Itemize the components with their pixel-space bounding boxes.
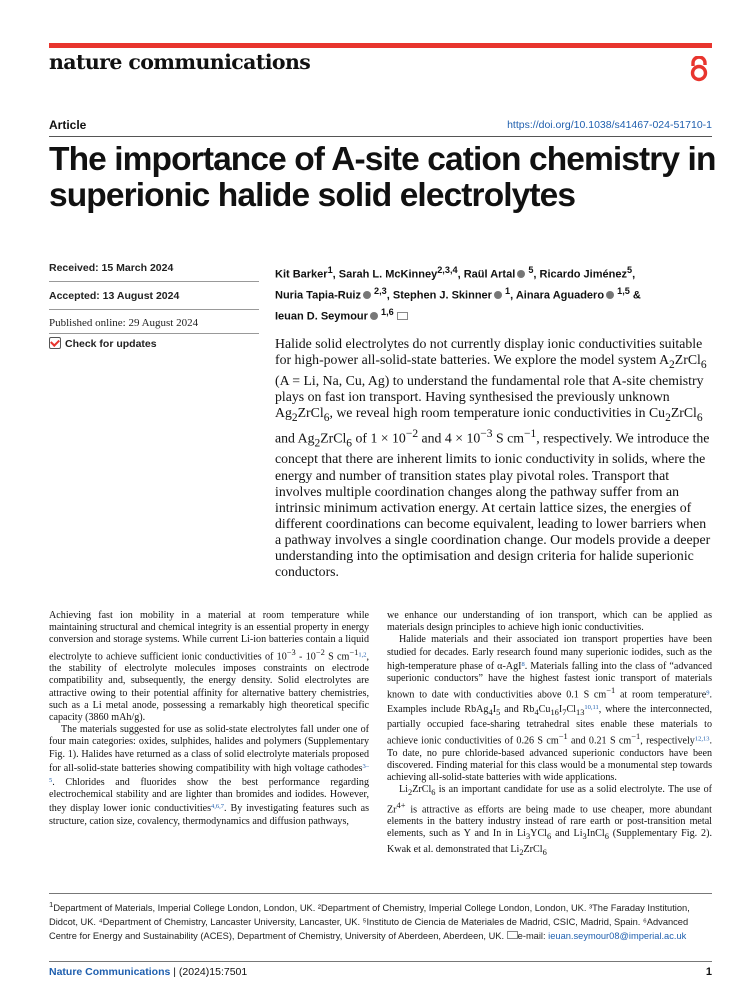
paragraph: Halide materials and their associated ion transport properties have been studied for decades. Early research found many superionic iodides, such as the high-temperature phase of α-AgI$^8$. Materials falling into the class of “advanced superionic conductors” have the highest fastest ionic transport of materials known to date with conductivities above 0.1 S $cm^{-1}$ at room temperature$^9$. Examples include $RbAg_4I_5$ and $Rb_4Cu_{16}I_7Cl_{13}^{10,11}$, where the interconnected, partially occupied face-sharing tetrahedral sites enable these materials to achieve ionic conductivities of 0.26 S $cm^{-1}$ and 0.21 S $cm^{-1}$, respectively$^{12,13}$. To date, no pure chloride-based advanced superionic conductors have been discovered. Finding material for this class would be a monumental step towards achieving all-solid-state batteries with wide applications. [387,634,712,784]
check-updates-icon [49,337,61,349]
email-envelope-icon[interactable] [397,312,408,320]
orcid-icon[interactable] [370,312,378,320]
author-name[interactable]: Ainara Aguadero [515,289,605,302]
author-affil: 2,3,4 [437,265,458,275]
page-number: 1 [705,966,712,978]
body-column-right [387,610,712,859]
open-access-icon [688,56,710,82]
author-name[interactable]: Nuria Tapia-Ruiz [275,289,361,302]
footer-journal-link[interactable]: Nature Communications [49,966,171,978]
date-divider [49,309,259,310]
journal-accent-bar [49,43,712,48]
paragraph: The materials suggested for use as solid-state electrolytes fall under one of four main categories: oxides, sulphides, halides and polymers (Supplementary Fig. 1). Halides have returned as a class of solid electrolyte materials proposed for all-solid-state batteries showing compatibility with high voltage cathodes$^{3-5}$. Chlorides and fluorides show the best performance regarding electrochemical stability and are lighter than bromides and iodides. However, they display lower ionic conductivities$^{4,6,7}$. By investigating features such as structure, cation size, covalency, thermodynamics and diffusion pathways, [49,724,369,827]
date-divider [49,281,259,282]
author-name[interactable]: Raül Artal [463,268,516,281]
published-date: Published online: 29 August 2024 [49,317,199,329]
footer-divider [49,961,712,962]
orcid-icon[interactable] [494,291,502,299]
footnote-divider [49,893,712,894]
orcid-icon[interactable] [517,270,525,278]
author-affil: 1,5 [617,286,630,297]
date-divider [49,333,259,334]
paragraph: $Li_2ZrCl_6$ is an important candidate for use as a solid electrolyte. The use of $Zr^{4+}$ is attractive as efforts are being made to use cheaper, more abundant elements in the battery industry instead of rare earth or post-transition metal elements, such as Y and In in $Li_3YCl_6$ and $Li_3InCl_6$ (Supplementary Fig. 2). Kwak et al. demonstrated that $Li_2ZrCl_6$ [387,784,712,857]
author-affil: 5 [528,265,534,275]
article-type: Article [49,118,87,132]
journal-name: nature communications [49,50,311,74]
doi-link[interactable]: https://doi.org/10.1038/s41467-024-51710-1 [507,119,712,131]
author-name[interactable]: Ricardo Jiménez [539,268,627,281]
author-affil: 2,3 [374,286,387,297]
author-name[interactable]: Kit Barker [275,268,328,281]
author-list: Kit Barker$^1$, Sarah L. McKinney$^{2,3,4}$, Raül Artal $^5$, Ricardo Jiménez$^5$, Nuria Tapia-Ruiz $^{2,3}$, Stephen J. Skinner $^1$, Ainara Aguadero $^{1,5}$ & Ieuan D. Seymour $^{1,6}$ [275,265,641,323]
check-updates-label: Check for updates [65,338,157,350]
paragraph: Achieving fast ion mobility in a material at room temperature while maintaining structural and chemical integrity is an essential property in energy conversion and storage systems. While current Li-ion batteries contain a liquid electrolyte to achieve sufficient ionic conductivities of $10^{-3} - 10^{-2}$ S cm$^{-11,2}$, the stability of electrolyte molecules imposes constraints on electrode compatibility and, subsequently, the energy density. Solid electrolytes are attractive owing to their potential affinity for alternative battery chemistries, such as a Li metal anode, possessing a remarkably high theoretical specific capacity (3860 mAh/g). [49,610,369,723]
author-conjunction: & [632,289,641,302]
author-affil: 5 [626,265,633,275]
author-affil: 1 [505,286,511,297]
author-affil: 1 [327,265,333,275]
affiliations: $^1$Department of Materials, Imperial College London, London, UK. ²Department of Chemistry, Imperial College London, London, UK. ³The Faraday Institution, Didcot, UK. ⁴Department of Chemistry, Lancaster University, Lancaster, UK. ⁵Instituto de Ciencia de Materiales de Madrid, CSIC, Madrid, Spain. ⁶Advanced Centre for Energy and Sustainability (ACES), Department of Chemistry, University of Aberdeen, Aberdeen, UK. e-mail: ieuan.seymour08@imperial.ac.uk [49,900,690,942]
check-for-updates-button[interactable] [49,337,157,350]
author-name[interactable]: Sarah L. McKinney [338,268,438,281]
email-envelope-icon [507,931,518,939]
body-column-left [49,610,369,828]
orcid-icon[interactable] [363,291,371,299]
author-name[interactable]: Ieuan D. Seymour [275,310,368,323]
author-name[interactable]: Stephen J. Skinner [392,289,492,302]
paragraph: we enhance our understanding of ion transport, which can be applied as materials design principles to achieve high ionic conductivities. [387,610,712,634]
footer-citation: Nature Communications | (2024)15:7501 [49,966,248,978]
header-divider [49,136,712,137]
received-date: Received: 15 March 2024 [49,262,174,274]
article-title: The importance of A-site cation chemistry in superionic halide solid electrolytes [49,141,716,214]
corresponding-email-link[interactable]: ieuan.seymour08@imperial.ac.uk [548,931,687,942]
orcid-icon[interactable] [606,291,614,299]
author-affil: 1,6 [380,307,394,318]
accepted-date: Accepted: 13 August 2024 [49,290,180,302]
abstract: Halide solid electrolytes do not currently display ionic conductivities suitable for high-power all-solid-state batteries. We explore the model system $A_2ZrCl_6$ (A = Li, Na, Cu, Ag) to understand the fundamental role that A-site chemistry plays on fast ion transport. Having synthesised the previously unknown $Ag_2ZrCl_6$, we reveal high room temperature ionic conductivities in $Cu_2ZrCl_6$ and $Ag_2ZrCl_6$ of $1 \times 10^{-2}$ and $4 \times 10^{-3}$ S $cm^{-1}$, respectively. We introduce the concept that there are inherent limits to ionic conductivity in solids, where the energy and number of transition states play pivotal roles. Transport that involves multiple coordination changes along the pathway suffer from an intrinsic minimum activation energy. At certain lattice sizes, the energies of different coordinations can become equivalent, leading to lower barriers when a pathway involves a single coordination change. Our models provide a deeper understanding into the optimisation and design criteria for halide superionic conductors. [275,336,711,580]
